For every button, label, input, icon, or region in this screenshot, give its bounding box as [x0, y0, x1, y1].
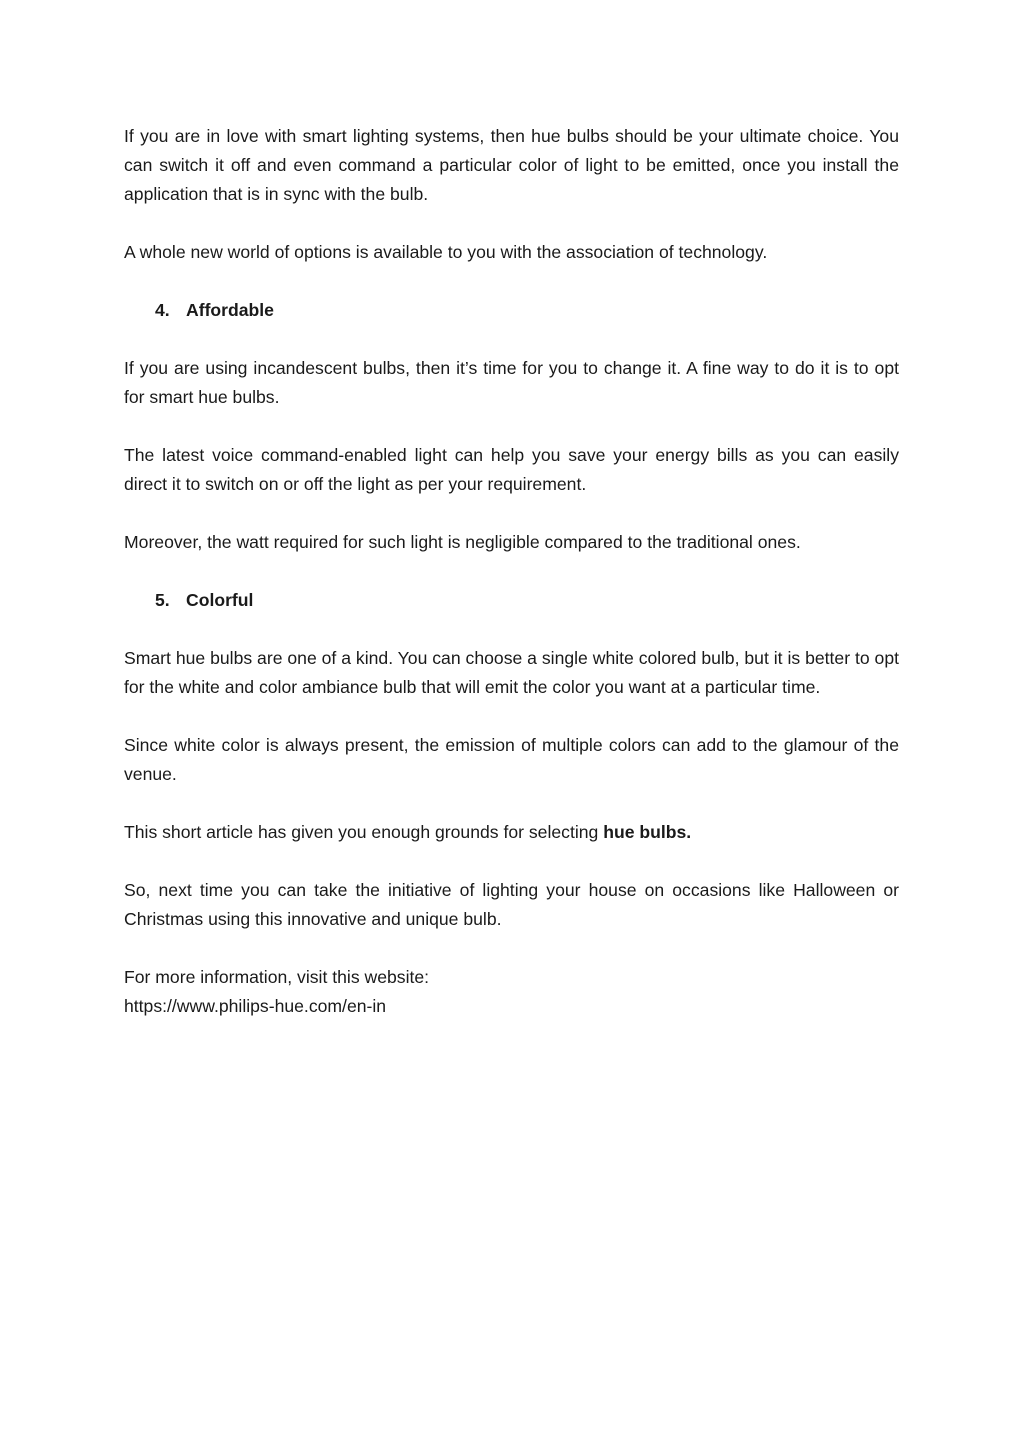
paragraph-incandescent: If you are using incandescent bulbs, then it’s time for you to change it. A fine way to do it is to opt for smart hue bulbs.	[124, 358, 899, 407]
paragraph-white-color: Since white color is always present, the emission of multiple colors can add to the glamour of the venue.	[124, 735, 899, 784]
paragraph-options: A whole new world of options is available to you with the association of technology.	[124, 242, 768, 262]
paragraph-smart-hue: Smart hue bulbs are one of a kind. You can choose a single white colored bulb, but it is better to opt for the white and color ambiance bulb that will emit the color you want at a particular time.	[124, 648, 899, 697]
conclusion-text: This short article has given you enough grounds for selecting	[124, 822, 604, 842]
heading-affordable	[124, 296, 899, 325]
paragraph-more-info	[124, 963, 899, 1021]
more-info-text: For more information, visit this website:	[124, 967, 430, 987]
paragraph-conclusion	[124, 818, 899, 847]
conclusion-bold: hue bulbs.	[603, 822, 692, 842]
website-link[interactable]: https://www.philips-hue.com/en-in	[124, 996, 387, 1016]
heading-number: 4.	[155, 300, 170, 320]
paragraph-watt: Moreover, the watt required for such light is negligible compared to the traditional ones.	[124, 532, 801, 552]
paragraph-intro: If you are in love with smart lighting systems, then hue bulbs should be your ultimate choice. You can switch it off and even command a particular color of light to be emitted, once you install the application that is in sync with the bulb.	[124, 126, 899, 204]
paragraph-next-time: So, next time you can take the initiative of lighting your house on occasions like Halloween or Christmas using this innovative and unique bulb.	[124, 880, 899, 929]
heading-number: 5.	[155, 590, 170, 610]
heading-colorful	[124, 586, 899, 615]
heading-title: Colorful	[186, 590, 254, 610]
paragraph-voice-command: The latest voice command-enabled light can help you save your energy bills as you can easily direct it to switch on or off the light as per your requirement.	[124, 445, 899, 494]
document-body	[124, 122, 899, 1050]
heading-title: Affordable	[186, 300, 274, 320]
